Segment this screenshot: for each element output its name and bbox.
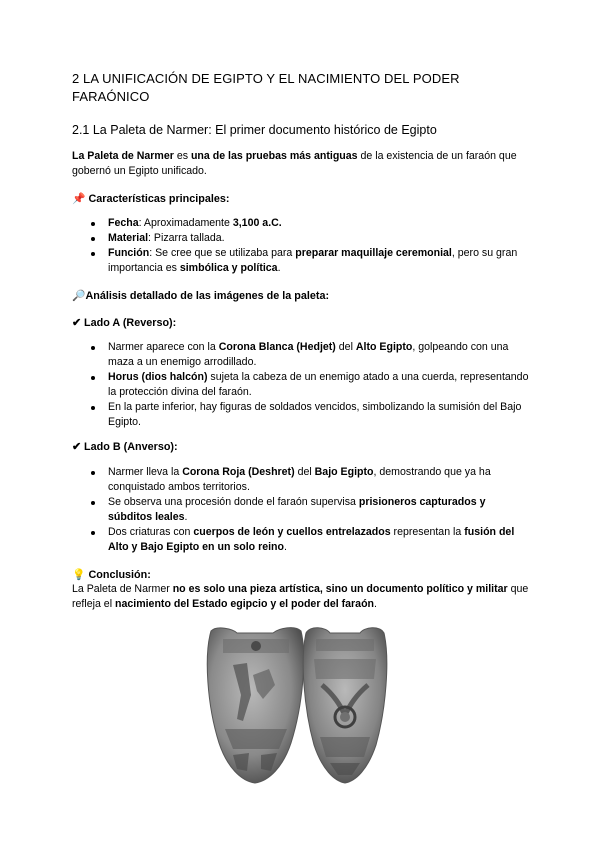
list-item: Narmer aparece con la Corona Blanca (Hedjet) del Alto Egipto, golpeando con una maza a un enemigo arrodillado. [108, 340, 532, 370]
list-item: Se observa una procesión donde el faraón supervisa prisioneros capturados y súbditos leales. [108, 495, 532, 525]
features-list [72, 216, 532, 276]
intro-text-2: de la existencia de un faraón que gobernó un Egipto unificado. [72, 150, 517, 177]
features-heading-text: Características principales: [88, 193, 230, 205]
section-subtitle: 2.1 La Paleta de Narmer: El primer documento histórico de Egipto [72, 123, 437, 137]
palette-side-a-image [203, 625, 308, 785]
lightbulb-icon: 💡 [72, 568, 86, 581]
conclusion-heading-text: Conclusión: [88, 569, 151, 581]
page-title: 2 LA UNIFICACIÓN DE EGIPTO Y EL NACIMIENTO DEL PODER FARAÓNICO [72, 71, 460, 104]
intro-paragraph [72, 149, 532, 179]
list-item: Fecha: Aproximadamente 3,100 a.C. [108, 216, 532, 231]
list-item: Horus (dios halcón) sujeta la cabeza de un enemigo atado a una cuerda, representando la protección divina del faraón. [108, 370, 532, 400]
side-b-list [72, 465, 532, 555]
list-item: En la parte inferior, hay figuras de soldados vencidos, simbolizando la sumisión del Bajo Egipto. [108, 400, 532, 430]
palette-side-b-image [300, 625, 390, 785]
side-a-heading: ✔ Lado A (Reverso): [72, 317, 177, 329]
conclusion-heading [72, 567, 532, 583]
list-item: Narmer lleva la Corona Roja (Deshret) del Bajo Egipto, demostrando que ya ha conquistado ambos territorios. [108, 465, 532, 495]
list-item: Dos criaturas con cuerpos de león y cuellos entrelazados representan la fusión del Alto y Bajo Egipto en un solo reino. [108, 525, 532, 555]
intro-text-1: es [173, 150, 191, 162]
conclusion-paragraph: La Paleta de Narmer no es solo una pieza artística, sino un documento político y militar que refleja el nacimiento del Estado egipcio y el poder del faraón. [72, 583, 529, 610]
list-item: Material: Pizarra tallada. [108, 231, 532, 246]
analysis-heading [72, 288, 532, 304]
intro-bold-2: una de las pruebas más antiguas [190, 150, 358, 162]
features-heading [72, 191, 532, 207]
list-item: Función: Se cree que se utilizaba para preparar maquillaje ceremonial, pero su gran importancia es simbólica y política. [108, 246, 532, 276]
side-a-list [72, 340, 532, 430]
intro-bold-1: La Paleta de Narmer [72, 150, 174, 162]
pushpin-icon: 📌 [72, 192, 86, 205]
side-b-heading: ✔ Lado B (Anverso): [72, 441, 178, 453]
analysis-heading-text: Análisis detallado de las imágenes de la paleta: [85, 290, 330, 302]
magnifier-icon: 🔎 [72, 289, 86, 302]
